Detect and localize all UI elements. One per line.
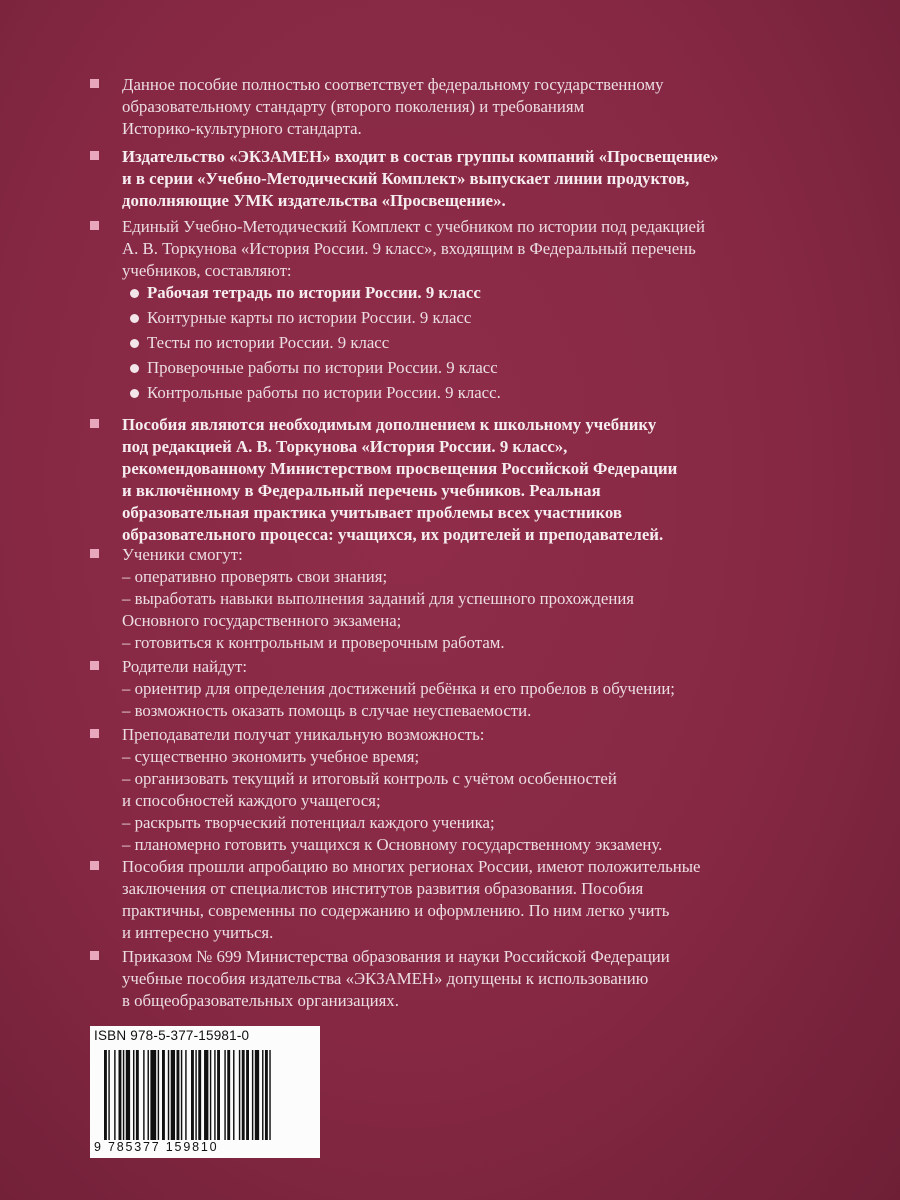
square-bullet-icon: [90, 861, 99, 870]
square-bullet-icon: [90, 419, 99, 428]
round-bullet-icon: [130, 389, 139, 398]
round-bullet-icon: [130, 339, 139, 348]
bullet-item-approbation: [90, 856, 832, 944]
barcode-bar: [123, 1050, 124, 1140]
list-item-label: Рабочая тетрадь по истории России. 9 класс: [147, 283, 481, 302]
text-line: и интересно учиться.: [122, 923, 274, 942]
text-line: учебные пособия издательства «ЭКЗАМЕН» допущены к использованию: [122, 969, 649, 988]
barcode-bar: [210, 1050, 211, 1140]
barcode-bar: [204, 1050, 208, 1140]
text-line: – планомерно готовить учащихся к Основному государственному экзамену.: [122, 835, 663, 854]
text-line: Преподаватели получат уникальную возможность:: [122, 725, 485, 744]
list-item-label: Тесты по истории России. 9 класс: [147, 333, 390, 352]
barcode-bar: [126, 1050, 130, 1140]
text-line: Пособия являются необходимым дополнением к школьному учебнику: [122, 415, 657, 434]
text-line: Пособия прошли апробацию во многих регионах России, имеют положительные: [122, 857, 701, 876]
text-line: – возможность оказать помощь в случае неуспеваемости.: [122, 701, 532, 720]
barcode-bar: [104, 1050, 107, 1140]
text-line: Приказом № 699 Министерства образования и науки Российской Федерации: [122, 947, 670, 966]
list-item: [128, 332, 728, 357]
list-item-label: Проверочные работы по истории России. 9 класс: [147, 358, 498, 377]
isbn-barcode-block: [90, 1026, 320, 1158]
text-line: – организовать текущий и итоговый контроль с учётом особенностей: [122, 769, 617, 788]
square-bullet-icon: [90, 79, 99, 88]
barcode-bar: [148, 1050, 149, 1140]
barcode-bar: [262, 1050, 263, 1140]
square-bullet-icon: [90, 951, 99, 960]
text-line: Издательство «ЭКЗАМЕН» входит в состав группы компаний «Просвещение»: [122, 147, 719, 166]
text-line: Основного государственного экзамена;: [122, 611, 402, 630]
barcode-bar: [191, 1050, 194, 1140]
list-item-label: Контурные карты по истории России. 9 класс: [147, 308, 472, 327]
text-line: образовательному стандарту (второго поколения) и требованиям: [122, 97, 585, 116]
square-bullet-icon: [90, 151, 99, 160]
text-line: – раскрыть творческий потенциал каждого ученика;: [122, 813, 495, 832]
barcode-bar: [143, 1050, 144, 1140]
barcode-bar: [171, 1050, 175, 1140]
barcode-bar: [150, 1050, 156, 1140]
bullet-item-standard: [90, 74, 832, 140]
barcode-bar: [265, 1050, 268, 1140]
square-bullet-icon: [90, 549, 99, 558]
barcode-bar: [185, 1050, 186, 1140]
round-bullet-icon: [130, 364, 139, 373]
barcode-icon: [104, 1050, 312, 1140]
isbn-label: ISBN 978-5-377-15981-0: [94, 1028, 250, 1043]
barcode-bar: [162, 1050, 165, 1140]
list-item: [128, 307, 728, 332]
bullet-item-students: [90, 544, 832, 654]
text-line: – выработать навыки выполнения заданий для успешного прохождения: [122, 589, 635, 608]
text-line: заключения от специалистов институтов развития образования. Пособия: [122, 879, 644, 898]
barcode-bar: [114, 1050, 115, 1140]
bullet-item-parents: [90, 656, 832, 722]
text-line: – ориентир для определения достижений ребёнка и его пробелов в обучении;: [122, 679, 675, 698]
barcode-bar: [239, 1050, 240, 1140]
bullet-item-teachers: [90, 724, 832, 856]
barcode-bar: [224, 1050, 225, 1140]
bullet-item-order: [90, 946, 832, 1012]
square-bullet-icon: [90, 729, 99, 738]
barcode-digits: 9 785377 159810: [94, 1140, 219, 1154]
list-item: [128, 282, 728, 307]
barcode-bar: [136, 1050, 139, 1140]
barcode-bar: [233, 1050, 234, 1140]
umk-list: [128, 282, 728, 407]
text-line: и в серии «Учебно-Методический Комплект» выпускает линии продуктов,: [122, 169, 690, 188]
barcode-bar: [217, 1050, 220, 1140]
text-line: Родители найдут:: [122, 657, 248, 676]
barcode-bar: [195, 1050, 196, 1140]
text-line: Единый Учебно-Методический Комплект с учебником по истории под редакцией: [122, 217, 705, 236]
barcode-bar: [158, 1050, 159, 1140]
barcode-bar: [198, 1050, 201, 1140]
text-line: А. В. Торкунова «История России. 9 класс», входящим в Федеральный перечень: [122, 239, 696, 258]
barcode-bar: [255, 1050, 259, 1140]
text-line: в общеобразовательных организациях.: [122, 991, 399, 1010]
text-line: Данное пособие полностью соответствует федеральному государственному: [122, 75, 664, 94]
list-item: [128, 357, 728, 382]
bullet-item-supplement: [90, 414, 832, 546]
round-bullet-icon: [130, 314, 139, 323]
barcode-bar: [177, 1050, 180, 1140]
bullet-item-publisher: [90, 146, 832, 212]
text-line: образовательная практика учитывает проблемы всех участников: [122, 503, 622, 522]
text-line: рекомендованному Министерством просвещения Российской Федерации: [122, 459, 678, 478]
barcode-bar: [168, 1050, 169, 1140]
text-line: учебников, составляют:: [122, 261, 292, 280]
barcode-bar: [108, 1050, 109, 1140]
barcode-bar: [269, 1050, 270, 1140]
barcode-bar: [119, 1050, 122, 1140]
list-item-label: Контрольные работы по истории России. 9 класс.: [147, 383, 501, 402]
barcode-bar: [133, 1050, 134, 1140]
text-line: – существенно экономить учебное время;: [122, 747, 420, 766]
text-line: и способностей каждого учащегося;: [122, 791, 381, 810]
text-line: под редакцией А. В. Торкунова «История России. 9 класс»,: [122, 437, 568, 456]
square-bullet-icon: [90, 221, 99, 230]
barcode-bar: [242, 1050, 245, 1140]
square-bullet-icon: [90, 661, 99, 670]
barcode-bar: [252, 1050, 253, 1140]
text-line: образовательного процесса: учащихся, их родителей и преподавателей.: [122, 525, 664, 544]
text-line: практичны, современны по содержанию и оформлению. По ним легко учить: [122, 901, 670, 920]
text-line: дополняющие УМК издательства «Просвещение».: [122, 191, 506, 210]
round-bullet-icon: [130, 289, 139, 298]
text-line: Историко-культурного стандарта.: [122, 119, 362, 138]
text-line: и включённому в Федеральный перечень учебников. Реальная: [122, 481, 601, 500]
text-line: – оперативно проверять свои знания;: [122, 567, 388, 586]
barcode-bar: [181, 1050, 182, 1140]
text-line: Ученики смогут:: [122, 545, 243, 564]
bullet-item-umk: [90, 216, 832, 282]
barcode-bar: [214, 1050, 215, 1140]
text-line: – готовиться к контрольным и проверочным работам.: [122, 633, 505, 652]
barcode-bar: [227, 1050, 230, 1140]
list-item: [128, 382, 728, 407]
barcode-bar: [246, 1050, 249, 1140]
